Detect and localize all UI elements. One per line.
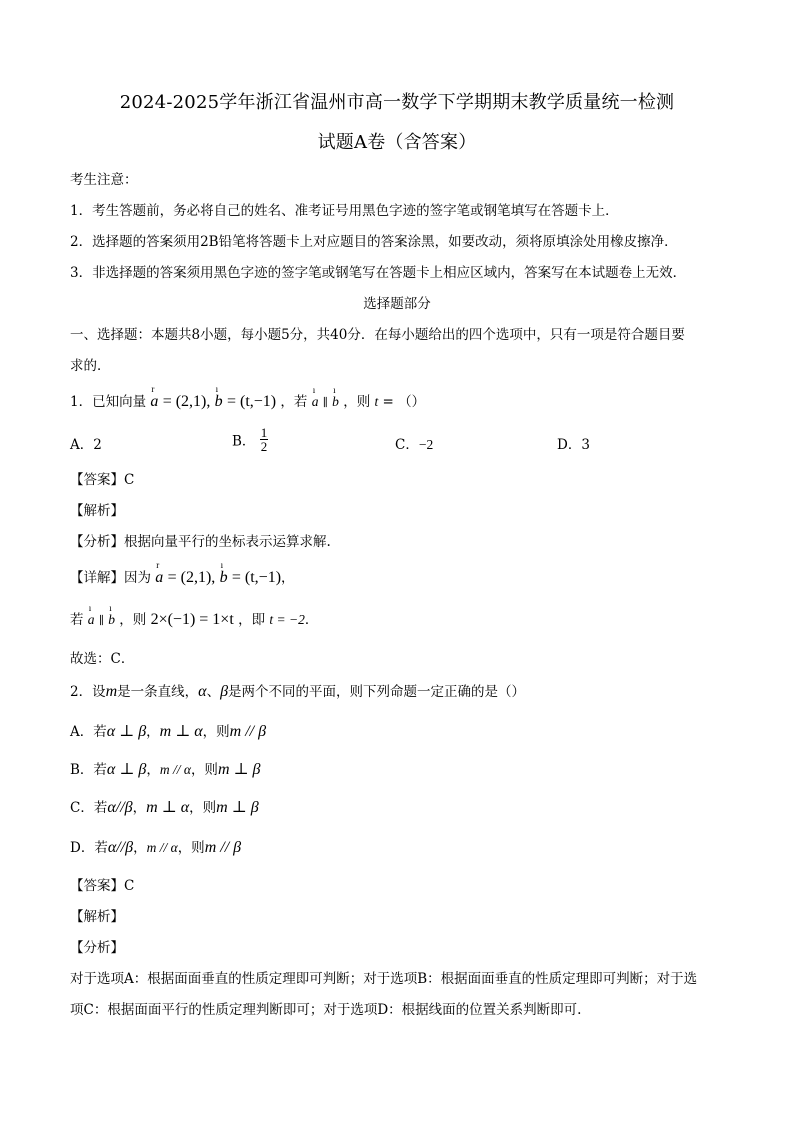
q1-a-equation: = (2,1),	[162, 393, 211, 410]
parallel-symbol: ∥	[322, 397, 328, 409]
q2-fenxi-heading: 【分析】	[70, 940, 124, 956]
q1-option-b-fraction: $\frac{1}{2}$	[260, 425, 268, 454]
notice-item-2: 2．选择题的答案须用2B铅笔将答题卡上对应题目的答案涂黑，如要改动，须将原填涂处用橡皮擦净．	[70, 234, 678, 250]
q1-detail-result: t = −2	[269, 612, 305, 627]
q2-option-c: C．若α//β，m ⊥ α，则m ⊥ β	[70, 799, 259, 816]
q2-fenxi-line2: 项C：根据面面平行的性质定理判断即可；对于选项D：根据线面的位置关系判断即可.	[70, 1002, 582, 1018]
vector-b-symbol-2: ı b	[332, 385, 339, 409]
q1-t-variable: t	[374, 394, 379, 409]
section-intro-line1: 一、选择题：本题共8小题，每小题5分，共40分．在每小题给出的四个选项中，只有一项是符合题目要	[70, 327, 685, 343]
detail-vector-b: ı b	[219, 560, 228, 586]
q1-detail-line1: 【详解】因为 r a = (2,1), ı b = (t,−1)，	[70, 560, 295, 586]
q1-option-a: A．2	[70, 437, 102, 453]
notice-heading: 考生注意：	[70, 172, 138, 188]
notice-item-3: 3．非选择题的答案须用黑色字迹的签字笔或钢笔写在答题卡上相应区域内，答案写在本试题卷上无效．	[70, 265, 687, 281]
q1-fenxi: 【分析】根据向量平行的坐标表示运算求解.	[70, 534, 331, 550]
q2-option-a: A．若α ⊥ β，m ⊥ α，则m // β	[70, 723, 267, 740]
q2-option-b: B．若α ⊥ β，m // α，则m ⊥ β	[70, 761, 261, 778]
q1-answer: 【答案】C	[70, 472, 135, 488]
q1-if: ，若	[280, 394, 308, 410]
q1-detail-expression: 2×(−1) = 1×t	[150, 611, 234, 628]
q1-b-equation: = (t,−1)	[226, 393, 277, 410]
q1-option-c: C．−2	[395, 437, 434, 453]
q1-option-b: B． $\frac{1}{2}$	[232, 425, 268, 454]
q1-detail-line2: 若 ı a ∥ ı b ，则 2×(−1) = 1×t ，即 t = −2．	[70, 603, 319, 628]
detail-vector-a: r a	[155, 560, 164, 586]
q1-blank: = （）	[378, 394, 426, 410]
detail-vector-b-2: ı b	[108, 603, 115, 627]
q1-option-d: D．3	[557, 437, 590, 453]
document-title-line2: 试题A卷（含答案）	[317, 132, 477, 153]
q2-analysis-heading: 【解析】	[70, 909, 124, 925]
q1-then: ，则	[343, 394, 371, 410]
q1-analysis-heading: 【解析】	[70, 503, 124, 519]
question-2-stem: 2．设m是一条直线，α、β是两个不同的平面，则下列命题一定正确的是（）	[70, 683, 526, 700]
q1-prefix: 1．已知向量	[70, 394, 147, 410]
question-1-stem	[70, 384, 426, 411]
q2-answer: 【答案】C	[70, 878, 135, 894]
notice-item-1: 1．考生答题前，务必将自己的姓名、准考证号用黑色字迹的签字笔或钢笔填写在答题卡上．	[70, 203, 619, 219]
document-title-line1: 2024-2025学年浙江省温州市高一数学下学期期末教学质量统一检测	[119, 92, 675, 113]
vector-a-symbol: r a	[150, 384, 159, 410]
q1-conclusion: 故选：C．	[70, 651, 135, 667]
vector-a-symbol-2: ı a	[311, 385, 319, 409]
q2-option-d: D．若α//β，m // α，则m // β	[70, 839, 242, 856]
section-part-label: 选择题部分	[363, 296, 431, 312]
vector-b-symbol: ı b	[214, 384, 223, 410]
q2-fenxi-line1: 对于选项A：根据面面垂直的性质定理即可判断；对于选项B：根据面面垂直的性质定理即可判断；对于选	[70, 971, 698, 987]
detail-vector-a-2: ı a	[87, 603, 95, 627]
section-intro-line2: 求的．	[70, 358, 111, 374]
